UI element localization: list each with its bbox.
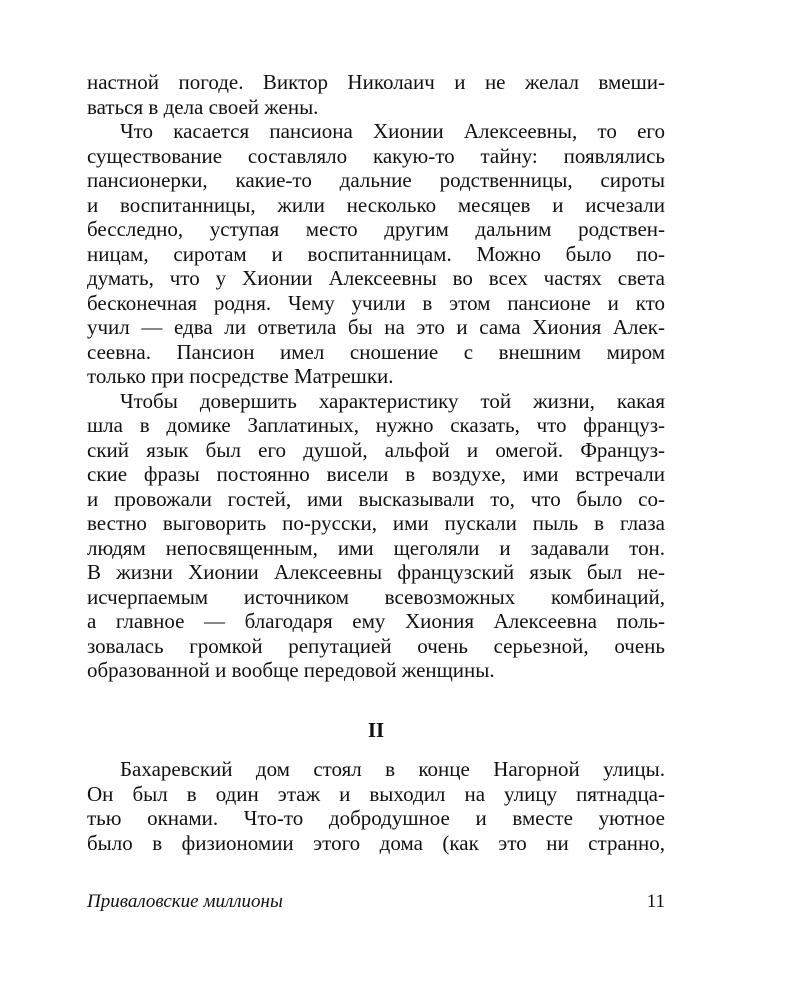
text-line: образованной и вообще передовой женщины. bbox=[87, 658, 495, 682]
text-line: ский язык был его душой, альфой и омегой. Француз- bbox=[87, 437, 665, 462]
text-line: Что касается пансиона Хионии Алексеевны, то его bbox=[120, 119, 665, 143]
text-line: ваться в дела своей жены. bbox=[87, 94, 319, 119]
text-line: и воспитанницы, жили несколько месяцев и исчезали bbox=[87, 192, 665, 217]
paragraph-1 bbox=[87, 70, 665, 119]
text-line: бесследно, уступая место другим дальним родствен- bbox=[87, 217, 665, 241]
text-line: ницам, сиротам и воспитанницам. Можно было по- bbox=[87, 241, 665, 266]
book-title: Приваловские миллионы bbox=[87, 891, 283, 912]
text-line: думать, что у Хионии Алексеевны во всех частях света bbox=[87, 266, 665, 290]
chapter-heading: II bbox=[367, 718, 385, 742]
text-block bbox=[87, 70, 665, 683]
text-line: настной погоде. Виктор Николаич и не желал вмеши- bbox=[87, 70, 665, 94]
paragraph-4 bbox=[87, 757, 665, 855]
text-line: Чтобы довершить характеристику той жизни, какая bbox=[120, 388, 665, 413]
text-line: бесконечная родня. Чему учили в этом пансионе и кто bbox=[87, 290, 665, 315]
text-line: было в физиономии этого дома (как это ни странно, bbox=[87, 830, 665, 855]
text-line: исчерпаемым источником всевозможных комбинаций, bbox=[87, 584, 665, 609]
text-line: Бахаревский дом стоял в конце Нагорной улицы. bbox=[120, 757, 665, 781]
text-line: учил — едва ли ответила бы на это и сама Хиония Алек- bbox=[87, 315, 665, 339]
text-line: тью окнами. Что-то добродушное и вместе уютное bbox=[87, 806, 665, 830]
text-line: В жизни Хионии Алексеевны французский язык был не- bbox=[87, 560, 665, 584]
paragraph-2 bbox=[87, 119, 665, 389]
text-line: ские фразы постоянно висели в воздухе, ими встречали bbox=[87, 462, 665, 486]
text-line: а главное — благодаря ему Хиония Алексеевна поль- bbox=[87, 609, 665, 633]
text-line: пансионерки, какие-то дальние родственницы, сироты bbox=[87, 168, 665, 192]
text-line: сеевна. Пансион имел сношение с внешним миром bbox=[87, 339, 665, 364]
page-number: 11 bbox=[646, 891, 665, 912]
text-block-2 bbox=[87, 757, 665, 855]
text-line: и провожали гостей, ими высказывали то, что было со- bbox=[87, 486, 665, 511]
text-line: вестно выговорить по-русски, ими пускали пыль в глаза bbox=[87, 511, 665, 535]
paragraph-3 bbox=[87, 389, 665, 683]
text-line: шла в домике Заплатиных, нужно сказать, что француз- bbox=[87, 413, 665, 437]
text-line: Он был в один этаж и выходил на улицу пятнадца- bbox=[87, 781, 665, 806]
text-line: людям непосвященным, ими щеголяли и задавали тон. bbox=[87, 535, 665, 560]
text-line: только при посредстве Матрешки. bbox=[87, 364, 394, 388]
text-line: зовалась громкой репутацией очень серьезной, очень bbox=[87, 633, 665, 658]
text-line: существование составляло какую-то тайну: появлялись bbox=[87, 143, 665, 168]
